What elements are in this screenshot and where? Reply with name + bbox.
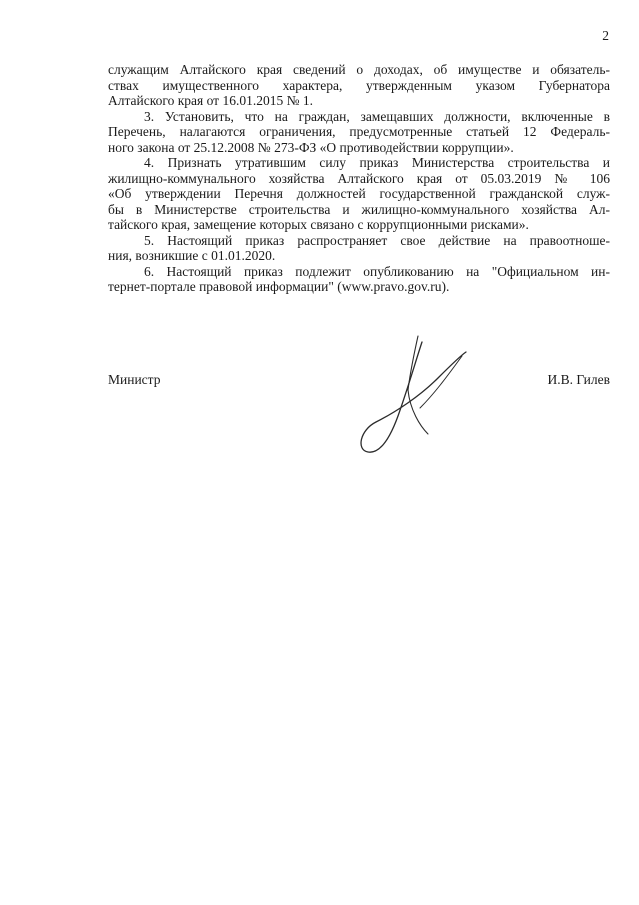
text-line: жилищно-коммунального хозяйства Алтайского края от 05.03.2019 № 106 [108, 170, 610, 186]
text-line: 3. Установить, что на граждан, замещавших должности, включенные в [144, 108, 610, 124]
text-line: 6. Настоящий приказ подлежит опубликованию на "Официальном ин- [144, 263, 610, 279]
paragraph-item-3 [108, 109, 610, 156]
document-body [108, 62, 610, 295]
paragraph-item-4 [108, 155, 610, 233]
text-line: бы в Министерстве строительства и жилищно-коммунального хозяйства Ал- [108, 201, 610, 217]
text-line: 4. Признать утратившим силу приказ Министерства строительства и [144, 155, 610, 170]
text-line: «Об утверждении Перечня должностей государственной гражданской служ- [108, 186, 610, 201]
text-line: ного закона от 25.12.2008 № 273-ФЗ «О противодействии коррупции». [108, 139, 514, 155]
text-line: Алтайского края от 16.01.2015 № 1. [108, 93, 313, 108]
text-line: тернет-портале правовой информации" (www.pravo.gov.ru). [108, 279, 450, 294]
handwritten-signature-icon [350, 330, 480, 470]
text-line: ствах имущественного характера, утвержденным указом Губернатора [108, 77, 610, 93]
page-number: 2 [602, 28, 609, 43]
signatory-role: Министр [108, 372, 161, 387]
paragraph-item-5 [108, 233, 610, 264]
text-line: Перечень, налагаются ограничения, предусмотренные статьей 12 Федераль- [108, 124, 610, 139]
text-line: ния, возникшие с 01.01.2020. [108, 248, 276, 263]
paragraph-continuation [108, 62, 610, 109]
signatory-name: И.В. Гилев [547, 372, 610, 387]
text-line: служащим Алтайского края сведений о доходах, об имуществе и обязатель- [108, 62, 610, 77]
text-line: 5. Настоящий приказ распространяет свое действие на правоотноше- [144, 232, 610, 248]
text-line: тайского края, замещение которых связано с коррупционными рисками». [108, 217, 529, 232]
paragraph-item-6 [108, 264, 610, 295]
